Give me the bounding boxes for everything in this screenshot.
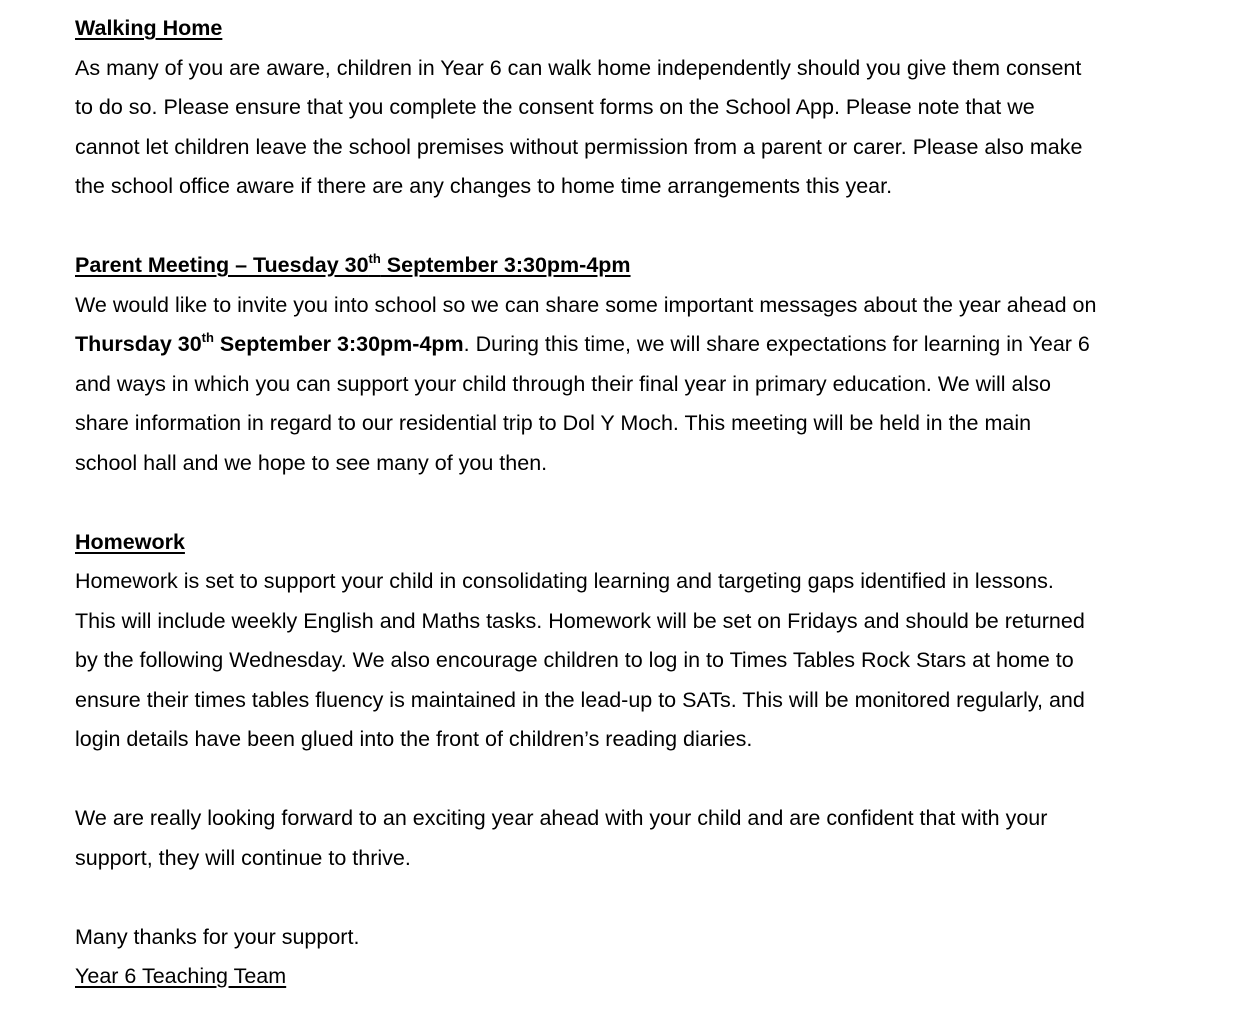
heading-text — [75, 253, 631, 277]
paragraph-line: to do so. Please ensure that you complete the consent forms on the School App. Please note that we — [75, 95, 1035, 119]
paragraph-line: As many of you are aware, children in Year 6 can walk home independently should you give them consent — [75, 55, 1082, 80]
spacer — [75, 878, 1096, 918]
paragraph-line: ensure their times tables fluency is maintained in the lead-up to SATs. This will be monitored regularly, and — [75, 687, 1085, 712]
heading-text: Walking Home — [75, 16, 223, 40]
paragraph-line: login details have been glued into the front of children’s reading diaries. — [75, 727, 753, 751]
paragraph-line — [75, 325, 1096, 365]
heading-text: Homework — [75, 529, 185, 554]
letter-page — [75, 9, 1096, 997]
walking-home-heading — [75, 9, 1096, 49]
homework-heading — [75, 523, 1096, 563]
thanks-line: Many thanks for your support. — [75, 924, 360, 949]
ordinal-suffix: th — [201, 330, 214, 345]
paragraph-line: We are really looking forward to an exciting year ahead with your child and are confident that with your — [75, 806, 1048, 830]
parent-meeting-heading — [75, 246, 1096, 286]
signature-line — [75, 957, 1096, 997]
paragraph-line: and ways in which you can support your child through their final year in primary education. We will also — [75, 371, 1051, 396]
paragraph-line: share information in regard to our residential trip to Dol Y Moch. This meeting will be held in the main — [75, 411, 1032, 435]
paragraph-line: by the following Wednesday. We also encourage children to log in to Times Tables Rock Stars at home to — [75, 648, 1074, 672]
heading-part: September 3:30pm-4pm — [380, 253, 631, 277]
paragraph-line: school hall and we hope to see many of you then. — [75, 450, 548, 475]
paragraph-line: support, they will continue to thrive. — [75, 845, 411, 870]
meeting-date — [75, 332, 464, 356]
spacer — [75, 760, 1096, 800]
date-part: September 3:30pm-4pm — [213, 332, 464, 356]
heading-part: Parent Meeting – Tuesday 30 — [75, 253, 369, 277]
paragraph-line: We would like to invite you into school so we can share some important messages about the year ahead on — [75, 292, 1097, 317]
ordinal-suffix: th — [368, 251, 381, 266]
spacer — [75, 483, 1096, 523]
paragraph-line: Homework is set to support your child in consolidating learning and targeting gaps identified in lessons. — [75, 569, 1054, 593]
date-part: Thursday 30 — [75, 332, 202, 356]
paragraph-line: This will include weekly English and Maths tasks. Homework will be set on Fridays and should be returned — [75, 608, 1085, 633]
paragraph-line: cannot let children leave the school premises without permission from a parent or carer. Please also make — [75, 134, 1083, 159]
signature: Year 6 Teaching Team — [75, 964, 287, 988]
line-rest: . During this time, we will share expectations for learning in Year 6 — [463, 332, 1090, 356]
spacer — [75, 207, 1096, 247]
paragraph-line: the school office aware if there are any changes to home time arrangements this year. — [75, 174, 893, 198]
